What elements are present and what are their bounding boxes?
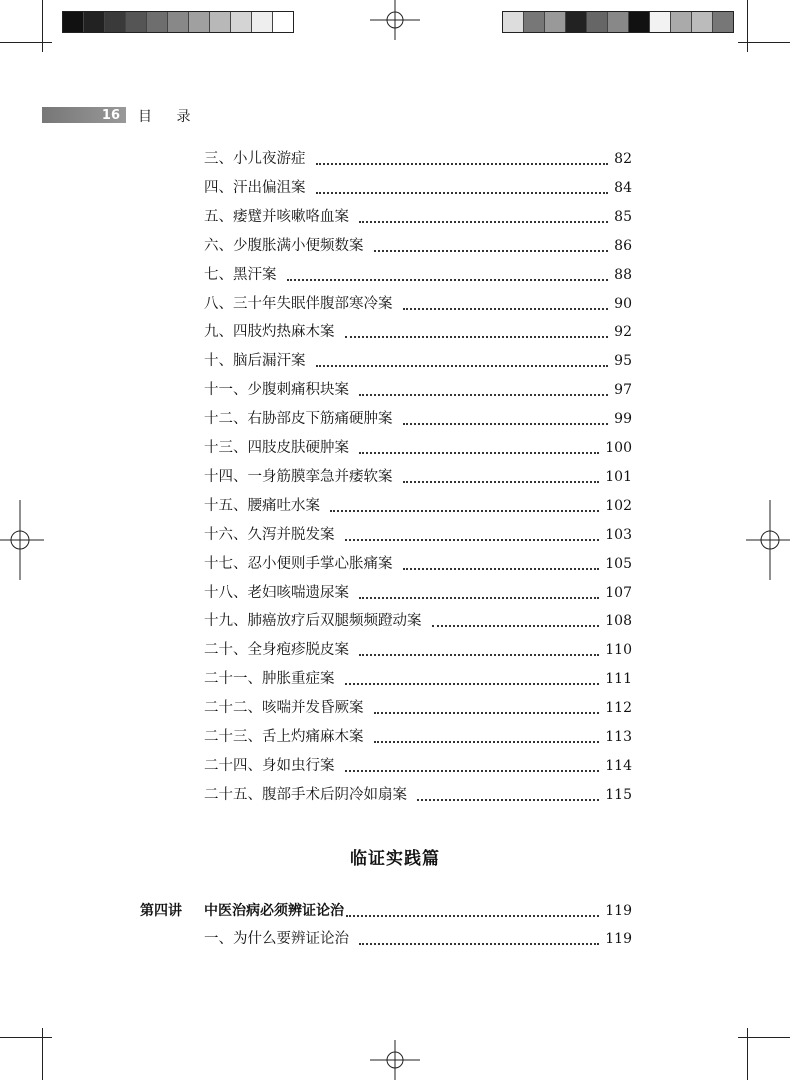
toc-entry[interactable] <box>204 148 632 170</box>
toc-entry-title: 二十、全身疱疹脱皮案 <box>204 642 349 659</box>
toc-entry[interactable] <box>204 524 632 546</box>
toc-entry-title: 三、小儿夜游症 <box>204 151 306 167</box>
toc-entry-page: 112 <box>605 700 632 717</box>
dot-leader <box>345 539 600 541</box>
color-swatch <box>712 12 733 32</box>
running-header-title: 目 录 <box>138 109 201 125</box>
toc-entry-page: 119 <box>605 931 632 947</box>
toc-entry-page: 97 <box>614 382 632 399</box>
dot-leader <box>316 163 609 165</box>
toc-entry[interactable] <box>204 553 632 575</box>
toc-entry[interactable] <box>204 206 632 228</box>
toc-entry-title: 十、脑后漏汗案 <box>204 353 306 370</box>
toc-entry[interactable] <box>204 784 632 806</box>
color-swatch <box>146 12 167 32</box>
color-swatch <box>272 12 293 32</box>
dot-leader <box>432 625 600 627</box>
registration-mark-top <box>370 0 420 40</box>
toc-entry-page: 100 <box>605 440 632 456</box>
color-swatch <box>691 12 712 32</box>
toc-entry-page: 86 <box>614 237 632 254</box>
chapter-title: 中医治病必须辨证论治 <box>204 903 344 919</box>
toc-entry-title: 六、少腹胀满小便频数案 <box>204 237 364 254</box>
toc-entry[interactable] <box>204 726 632 748</box>
toc-entry-title: 九、四肢灼热麻木案 <box>204 324 335 341</box>
toc-entry-title: 二十二、咳喘并发昏厥案 <box>204 700 364 717</box>
color-swatch <box>607 12 628 32</box>
toc-entry[interactable] <box>204 293 632 315</box>
toc-entry-page: 99 <box>614 411 632 428</box>
toc-entry-title: 五、痿躄并咳嗽咯血案 <box>204 208 349 225</box>
toc-entry-page: 105 <box>605 555 632 572</box>
color-swatch <box>125 12 146 32</box>
toc-entry[interactable] <box>204 437 632 459</box>
dot-leader <box>345 770 600 772</box>
color-swatch <box>230 12 251 32</box>
toc-entry-page: 101 <box>605 468 632 485</box>
color-swatch <box>83 12 104 32</box>
toc-entry[interactable] <box>204 582 632 604</box>
color-swatch <box>188 12 209 32</box>
dot-leader <box>330 510 599 512</box>
toc-entry[interactable] <box>204 379 632 401</box>
part-title: 临证实践篇 <box>350 849 440 869</box>
toc-entry-title: 十二、右胁部皮下筋痛硬肿案 <box>204 411 393 428</box>
color-swatch <box>670 12 691 32</box>
toc-entry[interactable] <box>204 350 632 372</box>
toc-entry[interactable] <box>204 495 632 517</box>
toc-entry-page: 111 <box>605 671 632 688</box>
toc-entry-page: 92 <box>614 324 632 341</box>
dot-leader <box>403 568 600 570</box>
color-swatch <box>503 12 523 32</box>
color-swatch <box>523 12 544 32</box>
dot-leader <box>374 741 600 743</box>
dot-leader <box>403 308 609 310</box>
toc-entry[interactable] <box>204 697 632 719</box>
toc-entry-title: 十九、肺癌放疗后双腿频频蹬动案 <box>204 613 422 630</box>
dot-leader <box>346 915 599 917</box>
toc-entry-page: 113 <box>605 729 632 745</box>
toc-entry-page: 110 <box>605 642 632 659</box>
color-swatch <box>63 12 83 32</box>
color-swatch-strip-right <box>502 11 734 33</box>
toc-entry-title: 二十五、腹部手术后阴冷如扇案 <box>204 786 407 803</box>
toc-entry-page: 115 <box>605 786 632 803</box>
dot-leader <box>316 192 609 194</box>
toc-entry-title: 七、黑汗案 <box>204 266 277 283</box>
color-swatch <box>251 12 272 32</box>
toc-entry-page: 90 <box>614 295 632 312</box>
toc-entry-page: 102 <box>605 497 632 514</box>
toc-entry[interactable] <box>204 321 632 343</box>
toc-entry-page: 84 <box>614 179 632 196</box>
header-bar <box>42 107 126 123</box>
toc-entry-title: 十八、老妇咳喘遗尿案 <box>204 584 349 601</box>
registration-mark-left <box>0 500 44 580</box>
color-swatch <box>649 12 670 32</box>
toc-entry[interactable] <box>204 755 632 777</box>
toc-entry-title: 二十一、肿胀重症案 <box>204 671 335 688</box>
chapter-page: 119 <box>605 903 632 919</box>
toc-entry-page: 107 <box>605 584 632 601</box>
color-swatch <box>167 12 188 32</box>
toc-entry-title: 十六、久泻并脱发案 <box>204 526 335 543</box>
registration-mark-right <box>746 500 790 580</box>
registration-mark-bottom <box>370 1040 420 1080</box>
dot-leader <box>359 597 599 599</box>
dot-leader <box>345 683 600 685</box>
toc-entry[interactable] <box>204 668 632 690</box>
dot-leader <box>359 452 599 454</box>
dot-leader <box>374 712 600 714</box>
dot-leader <box>345 336 609 338</box>
color-swatch <box>104 12 125 32</box>
toc-entry[interactable] <box>204 466 632 488</box>
color-swatch-strip-left <box>62 11 294 33</box>
dot-leader <box>359 221 608 223</box>
toc-entry[interactable] <box>204 610 632 632</box>
color-swatch <box>544 12 565 32</box>
toc-entry-page: 114 <box>605 757 632 774</box>
page-number: 16 <box>101 107 120 123</box>
toc-entry[interactable] <box>204 928 632 950</box>
toc-entry-page: 95 <box>614 353 632 370</box>
color-swatch <box>209 12 230 32</box>
color-swatch <box>586 12 607 32</box>
toc-entry[interactable] <box>204 235 632 257</box>
toc-entry-title: 十三、四肢皮肤硬肿案 <box>204 440 349 456</box>
toc-entry-page: 82 <box>614 151 632 167</box>
dot-leader <box>417 799 599 801</box>
toc-chapter-row[interactable] <box>140 900 632 922</box>
toc-entry[interactable] <box>204 177 632 199</box>
color-swatch <box>565 12 586 32</box>
toc-entry-title: 十七、忍小便则手掌心胀痛案 <box>204 555 393 572</box>
toc-entry-page: 103 <box>605 526 632 543</box>
toc-entry-page: 85 <box>614 208 632 225</box>
toc-entry-title: 二十三、舌上灼痛麻木案 <box>204 729 364 745</box>
dot-leader <box>316 365 609 367</box>
toc-entry-title: 八、三十年失眠伴腹部寒冷案 <box>204 295 393 312</box>
toc-entry-title: 十四、一身筋膜挛急并痿软案 <box>204 468 393 485</box>
dot-leader <box>403 423 609 425</box>
toc-entry[interactable] <box>204 264 632 286</box>
toc-entry[interactable] <box>204 639 632 661</box>
dot-leader <box>287 279 609 281</box>
toc-entry-page: 108 <box>605 613 632 630</box>
toc-entry-title: 二十四、身如虫行案 <box>204 757 335 774</box>
toc-entry-title: 一、为什么要辨证论治 <box>204 931 349 947</box>
chapter-label: 第四讲 <box>140 903 182 919</box>
toc-entry-title: 四、汗出偏沮案 <box>204 179 306 196</box>
dot-leader <box>374 250 609 252</box>
dot-leader <box>359 394 608 396</box>
toc-entry-page: 88 <box>614 266 632 283</box>
dot-leader <box>359 943 599 945</box>
toc-entry-title: 十五、腰痛吐水案 <box>204 497 320 514</box>
toc-entry-title: 十一、少腹刺痛积块案 <box>204 382 349 399</box>
dot-leader <box>403 481 600 483</box>
toc-entry[interactable] <box>204 408 632 430</box>
dot-leader <box>359 654 599 656</box>
color-swatch <box>628 12 649 32</box>
